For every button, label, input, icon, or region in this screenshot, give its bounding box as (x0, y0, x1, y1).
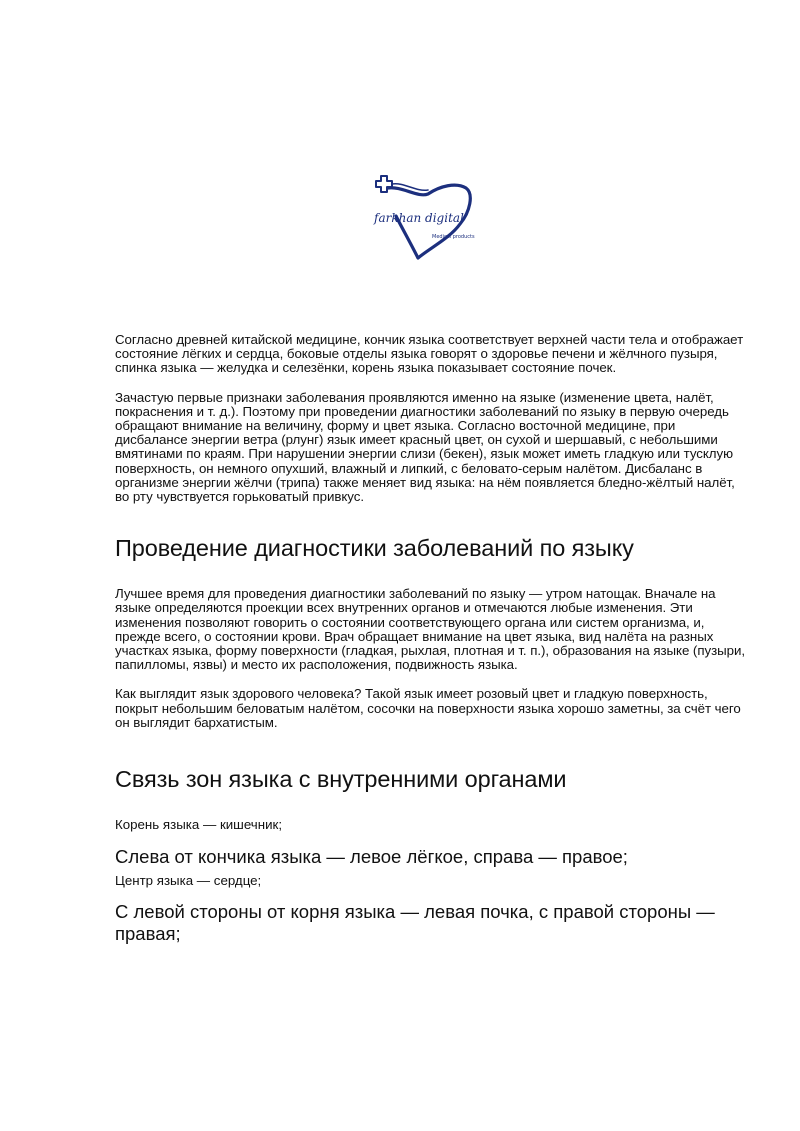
zone-item-tip-sides: Слева от кончика языка — левое лёгкое, справа — правое; (115, 846, 628, 868)
intro-paragraph-1: Согласно древней китайской медицине, кончик языка соответствует верхней части тела и отображает состояние лёгких и сердца, боковые отделы языка говорят о здоровье печени и жёлчного пузыря, спинка языка — желудка и селезёнки, корень языка показывает состояние почек. (115, 332, 744, 376)
zone-item-root: Корень языка — кишечник; (115, 817, 283, 833)
intro-paragraph-2: Зачастую первые признаки заболевания проявляются именно на языке (изменение цвета, налёт, покраснения и т. д.). Поэтому при проведении диагностики заболеваний по языку в первую очередь обращают внимание на величину, форму и цвет языка. Согласно восточной медицине, при дисбалансе энергии ветра (рлунг) язык имеет красный цвет, он сухой и шершавый, с небольшими вмятинами по краям. При нарушении энергии слизи (бекен), язык может иметь гладкую или тусклую поверхность, он немного опухший, влажный и липкий, с беловато-серым налётом. Дисбаланс в организме энергии жёлчи (трипа) также меняет вид языка: на нём появляется бледно-жёлтый налёт, во рту чувствуется горьковатый привкус. (115, 389, 735, 505)
zone-item-center: Центр языка — сердце; (115, 873, 262, 889)
heart-cross-logo-icon (368, 172, 492, 268)
diagnostics-heading: Проведение диагностики заболеваний по языку (115, 535, 634, 562)
diagnostics-paragraph-2: Как выглядит язык здорового человека? Такой язык имеет розовый цвет и гладкую поверхность, покрыт небольшим беловатым налётом, сосочки на поверхности языка хорошо заметны, за счёт чего он выглядит бархатистым. (115, 686, 741, 730)
diagnostics-paragraph-1: Лучшее время для проведения диагностики заболеваний по языку — утром натощак. Вначале на языке определяются проекции всех внутренних органов и отмечаются любые изменения. Эти изменения позволяют говорить о состоянии соответствующего органа или систем организма, и, прежде всего, о состоянии крови. Врач обращает внимание на цвет языка, вид налёта на разных участках языка, форму поверхности (гладкая, рыхлая, плотная и т. п.), образования на языке (пузыри, папилломы, язвы) и место их расположения, подвижность языка. (115, 586, 745, 673)
logo-wordmark: farkhan digital (374, 211, 464, 225)
zones-heading: Связь зон языка с внутренними органами (115, 766, 567, 793)
brand-logo (368, 172, 492, 268)
document-content (115, 333, 745, 950)
zone-item-root-sides: С левой стороны от корня языка — левая почка, с правой стороны — правая; (115, 901, 715, 945)
logo-tagline: Medical products (432, 234, 475, 240)
